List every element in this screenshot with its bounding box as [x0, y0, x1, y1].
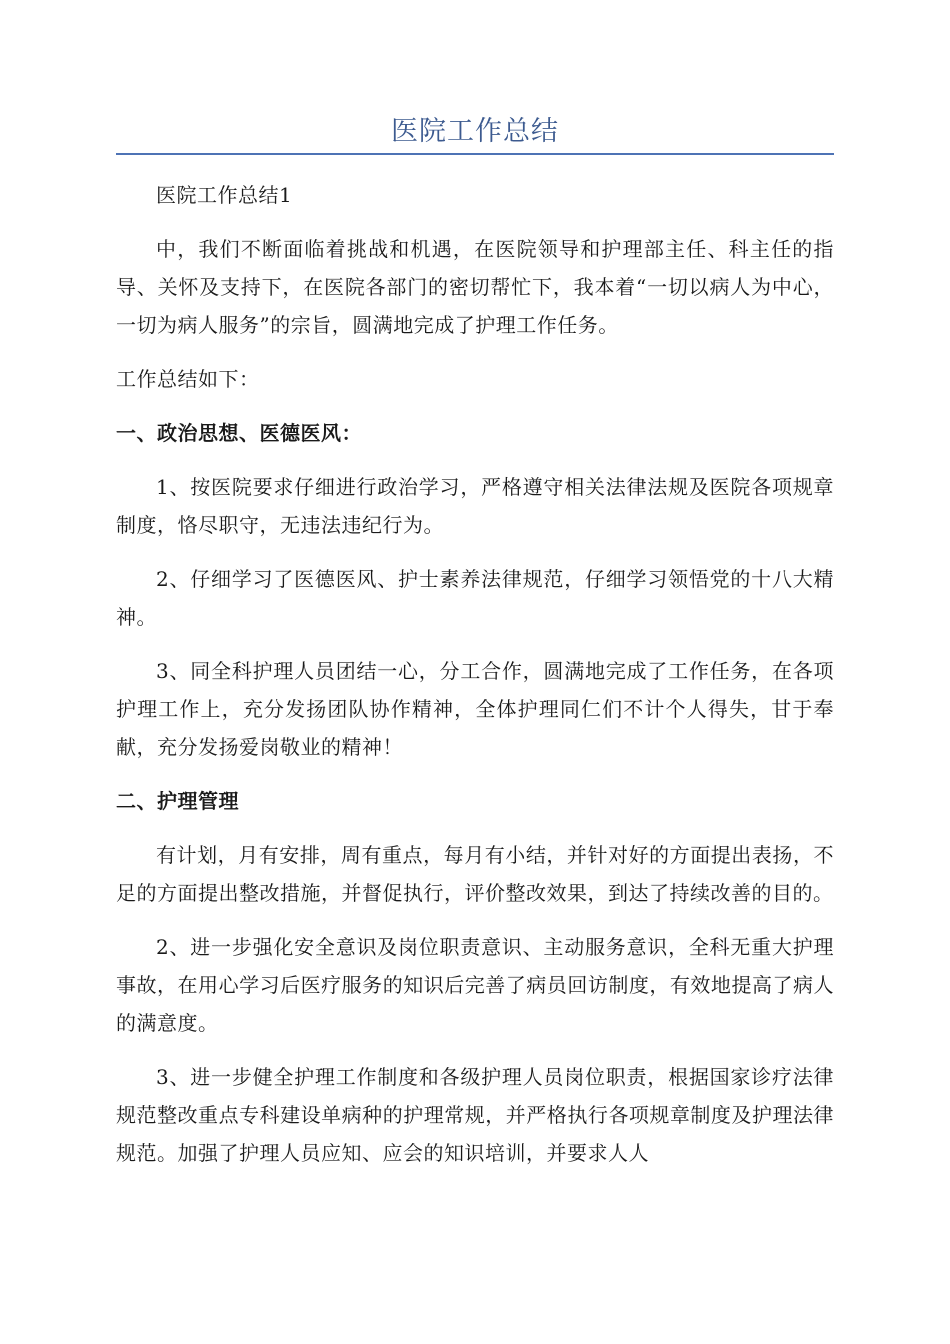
- section-heading-politics: 一、政治思想、医德医风：: [116, 421, 362, 445]
- section-heading-nursing: 二、护理管理: [116, 789, 239, 813]
- paragraph-item: 3、进一步健全护理工作制度和各级护理人员岗位职责，根据国家诊疗法律规范整改重点专科建设单病种的护理常规，并严格执行各项规章制度及护理法律规范。加强了护理人员应知、应会的知识培训，并要求人人: [116, 1065, 834, 1165]
- document-body: [116, 176, 834, 1172]
- paragraph-item: 3、同全科护理人员团结一心，分工合作，圆满地完成了工作任务，在各项护理工作上，充分发扬团队协作精神，全体护理同仁们不计个人得失，甘于奉献，充分发扬爱岗敬业的精神！: [116, 659, 834, 759]
- document-title: 医院工作总结: [391, 116, 559, 147]
- paragraph-item: 有计划，月有安排，周有重点，每月有小结，并针对好的方面提出表扬，不足的方面提出整改措施，并督促执行，评价整改效果，到达了持续改善的目的。: [116, 843, 834, 905]
- section-subtitle: 医院工作总结1: [156, 183, 293, 207]
- paragraph-intro: 中，我们不断面临着挑战和机遇，在医院领导和护理部主任、科主任的指导、关怀及支持下，在医院各部门的密切帮忙下，我本着“一切以病人为中心，一切为病人服务”的宗旨，圆满地完成了护理工作任务。: [116, 237, 834, 337]
- paragraph-item: 2、仔细学习了医德医风、护士素养法律规范，仔细学习领悟党的十八大精神。: [116, 567, 834, 629]
- paragraph-item: 2、进一步强化安全意识及岗位职责意识、主动服务意识，全科无重大护理事故，在用心学习后医疗服务的知识后完善了病员回访制度，有效地提高了病人的满意度。: [116, 935, 834, 1035]
- title-underline: [116, 153, 834, 155]
- paragraph-summary-lead: 工作总结如下：: [116, 367, 260, 391]
- paragraph-item: 1、按医院要求仔细进行政治学习，严格遵守相关法律法规及医院各项规章制度，恪尽职守，无违法违纪行为。: [116, 475, 834, 537]
